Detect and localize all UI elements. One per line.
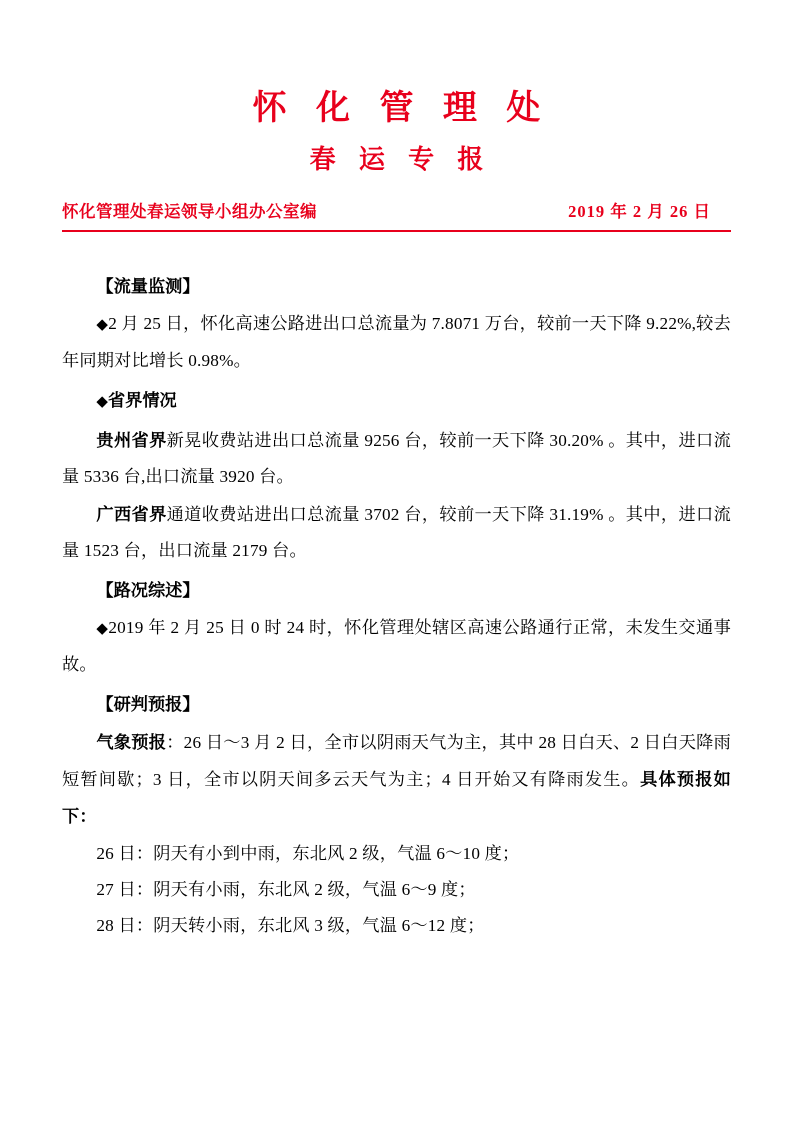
bullet-diamond-icon: ◆ — [96, 316, 109, 333]
section-heading-traffic-monitor: 【流量监测】 — [96, 275, 200, 296]
issuer-label: 怀化管理处春运领导小组办公室编 — [62, 202, 317, 221]
document-title: 怀 化 管 理 处 — [252, 89, 551, 127]
forecast-day-27: 27 日：阴天有小雨，东北风 2 级，气温 6～9 度； — [96, 879, 476, 899]
weather-forecast-text: ：26 日～3 月 2 日，全市以阴雨天气为主，其中 28 日白天、2 日白天降雨短暂间歇；3 日，全市以阴天间多云天气为主；4 日开始又有降雨发生。 — [62, 732, 731, 789]
weather-forecast-paragraph — [62, 724, 731, 835]
province-border-item-guangxi — [62, 496, 731, 569]
weather-forecast-label: 气象预报 — [96, 731, 167, 752]
section-heading-forecast: 【研判预报】 — [96, 693, 200, 714]
document-body — [62, 232, 731, 944]
weather-forecast-tail: 具体预报如下： — [62, 768, 731, 826]
guizhou-text: 新晃收费站进出口总流量 9256 台，较前一天下降 30.20% 。其中，进口流量 5336 台,出口流量 3920 台。 — [62, 430, 731, 486]
masthead-meta — [0, 198, 793, 222]
masthead — [0, 0, 793, 176]
document-subtitle: 春 运 专 报 — [309, 143, 492, 174]
bullet-diamond-icon-3: ◆ — [96, 620, 109, 637]
forecast-day-28: 28 日：阴天转小雨，东北风 3 级，气温 6～12 度； — [96, 915, 485, 935]
issue-date: 2019 年 2 月 26 日 — [568, 201, 711, 221]
guangxi-text: 通道收费站进出口总流量 3702 台，较前一天下降 31.19% 。其中，进口流量 1523 台，出口流量 2179 台。 — [62, 504, 731, 560]
road-conditions-text: 2019 年 2 月 25 日 0 时 24 时，怀化管理处辖区高速公路通行正常，未发生交通事故。 — [62, 617, 731, 674]
bullet-diamond-icon-2: ◆ — [96, 392, 108, 410]
subsection-heading-province-border — [62, 380, 731, 422]
province-border-item-guizhou — [62, 422, 731, 495]
guizhou-label: 贵州省界 — [96, 429, 167, 450]
traffic-summary-text: 2 月 25 日，怀化高速公路进出口总流量为 7.8071 万台，较前一天下降 9.22%,较去年同期对比增长 0.98%。 — [62, 313, 731, 370]
province-border-heading-text: 省界情况 — [107, 389, 177, 410]
guangxi-label: 广西省界 — [96, 503, 167, 524]
traffic-summary-paragraph — [62, 306, 731, 379]
section-heading-road-conditions: 【路况综述】 — [96, 579, 200, 600]
forecast-day-26: 26 日：阴天有小到中雨，东北风 2 级，气温 6～10 度； — [96, 843, 520, 863]
road-conditions-paragraph — [62, 610, 731, 683]
